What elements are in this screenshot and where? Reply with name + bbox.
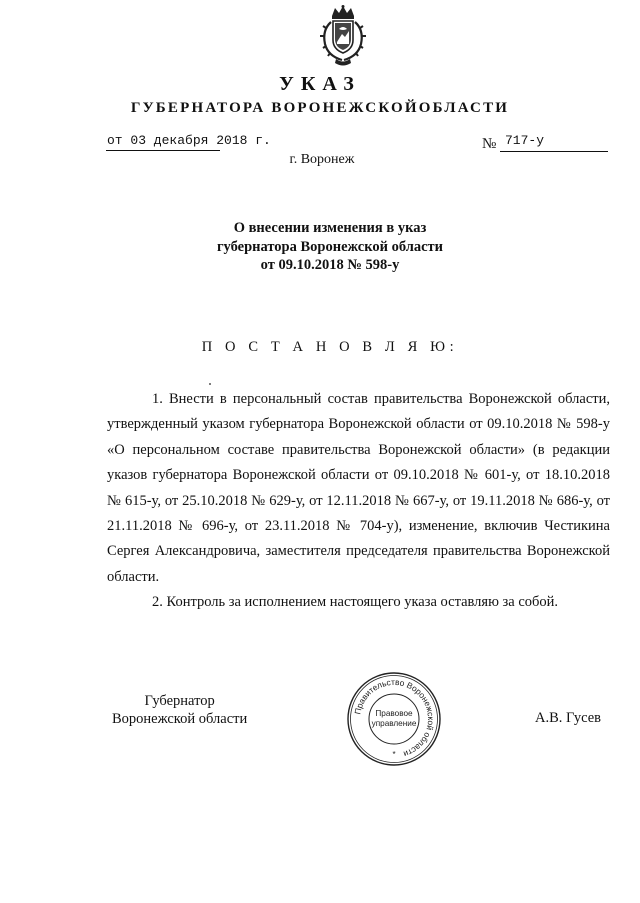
number-sign: № <box>482 136 497 152</box>
date-underline <box>106 150 220 151</box>
city-line: г. Воронеж <box>289 152 355 167</box>
decree-date: от 03 декабря 2018 г. <box>107 133 271 148</box>
decree-word: П О С Т А Н О В Л Я Ю: <box>201 339 459 355</box>
stamp-ring-text: Правительство Воронежской области <box>352 676 437 760</box>
official-stamp <box>346 671 442 767</box>
decree-number: 717-у <box>505 133 545 148</box>
document-subtitle: ГУБЕРНАТОРА ВОРОНЕЖСКОЙОБЛАСТИ <box>130 100 510 116</box>
document-title: УКАЗ <box>279 73 361 95</box>
stamp-star: * <box>392 750 396 759</box>
speck-mark <box>209 383 211 385</box>
signatory-title <box>112 693 247 728</box>
heading-line-1: О внесении изменения в указ <box>233 220 427 236</box>
signatory-title-line-2: Воронежской области <box>112 710 248 727</box>
paragraph-1: 1. Внести в персональный состав правительства Воронежской области, утвержденный указом губернатора Воронежской области от 09.10.2018 № 598-у «О персональном составе правительства Воронежской области» (в редакции указов губернатора Воронежской области от 09.10.2018 № 601-у, от 18.10.2018 № 615-у, от 25.10.2018 № 629-у, от 12.11.2018 № 667-у, от 19.11.2018 № 686-у, от 21.11.2018 № 696-у, от 23.11.2018 № 704-у), изменение, включив Честикина Сергея Александровича, заместителя председателя правительства Воронежской области. <box>107 391 610 585</box>
heading-line-2: губернатора Воронежской области <box>216 238 444 255</box>
decree-heading <box>0 219 640 275</box>
stamp-center-line-2: управление <box>371 719 417 728</box>
decree-body <box>107 387 610 616</box>
heading-line-3: от 09.10.2018 № 598-у <box>260 257 400 273</box>
coat-of-arms-icon <box>318 4 368 68</box>
signatory-title-line-1: Губернатор <box>144 693 215 709</box>
paragraph-2: 2. Контроль за исполнением настоящего указа оставляю за собой. <box>152 594 559 611</box>
stamp-center-line-1: Правовое <box>375 709 413 718</box>
signatory-name: А.В. Гусев <box>535 710 601 726</box>
